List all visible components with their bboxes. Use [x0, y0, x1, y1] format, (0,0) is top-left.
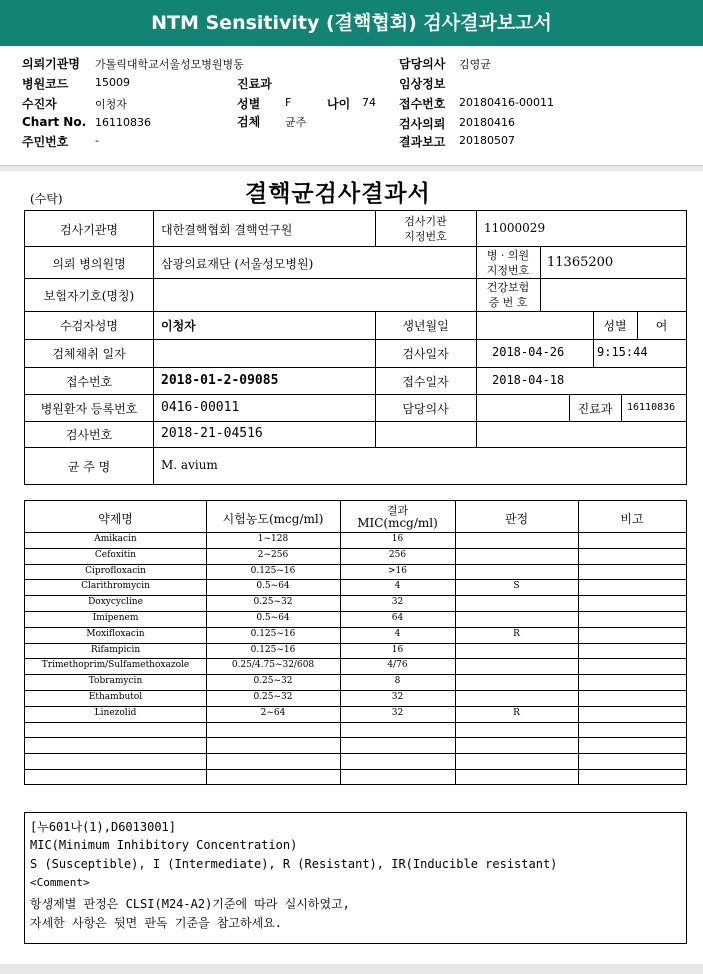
hospital-value: 삼광의료재단 (서울성모병원) [161, 257, 314, 271]
value-result-report: 20180507 [459, 134, 515, 147]
label-department: 진료과 [237, 77, 272, 91]
header-concentration: 시험농도(mcg/ml) [222, 512, 324, 526]
sex-value: 여 [655, 319, 668, 333]
test-time-value: 9:15:44 [597, 345, 648, 359]
bottom-divider [0, 964, 703, 974]
label-specimen: 검체 [237, 115, 261, 129]
receipt-date-label: 접수일자 [402, 375, 449, 389]
table-cell-drug-name: Linezolid [94, 707, 137, 718]
collect-date-label: 검체채취 일자 [52, 347, 126, 361]
table-cell-test-concentration: 0.25~32 [253, 676, 293, 687]
value-requesting-org: 가톨릭대학교서울성모병원병동 [95, 58, 244, 71]
label-receipt-no: 접수번호 [399, 97, 446, 111]
table-cell-drug-name: Trimethoprim/Sulfamethoxazole [41, 660, 190, 671]
table-cell-test-concentration: 0.5~64 [256, 581, 290, 592]
table-cell-test-concentration: 0.125~16 [250, 628, 296, 639]
strain-value: M. avium [161, 458, 218, 472]
table-cell-drug-name: Rifampicin [90, 644, 141, 655]
susceptibility-table [24, 500, 687, 785]
receipt-no-value: 2018-01-2-09085 [161, 373, 279, 388]
strain-label: 균 주 명 [67, 460, 111, 474]
health-no-label: 건강보험 [486, 281, 530, 294]
table-cell-drug-name: Imipenem [92, 613, 139, 623]
report-info-table [24, 210, 687, 485]
note-comment-heading: <Comment> [30, 876, 90, 889]
hosp-code-label: 병 · 의원 [486, 249, 530, 262]
test-date-value: 2018-04-26 [492, 345, 565, 359]
dept-value: 16110836 [627, 402, 676, 413]
table-cell-judgment: R [513, 628, 520, 639]
birth-label: 생년월일 [402, 319, 449, 333]
label-test-request: 검사의뢰 [399, 117, 446, 131]
table-cell-mic-result: 16 [391, 644, 404, 655]
receipt-no-label: 접수번호 [65, 375, 113, 389]
note-code: [누601나(1),D6013001] [30, 820, 177, 834]
lab-code-value: 11000029 [484, 221, 546, 235]
table-cell-mic-result: 4/76 [387, 660, 408, 671]
table-cell-judgment: R [513, 707, 520, 718]
hospital-label: 의뢰 병의원명 [52, 257, 126, 271]
hosp-code-value: 11365200 [547, 255, 614, 270]
table-cell-mic-result: 8 [394, 676, 401, 687]
table-cell-test-concentration: 0.25~32 [253, 692, 293, 702]
value-patient: 이청자 [95, 98, 127, 111]
exam-no-label: 검사번호 [65, 428, 113, 442]
table-cell-drug-name: Clarithromycin [81, 581, 150, 592]
lab-name-label: 검사기관명 [60, 223, 118, 237]
label-age: 나이 [327, 97, 351, 111]
health-no-label-2: 증 번 호 [488, 296, 528, 309]
value-resident-no: - [95, 134, 99, 147]
table-cell-test-concentration: 0.25~32 [253, 597, 293, 608]
label-hospital-code: 병원코드 [22, 77, 69, 91]
table-cell-mic-result: 256 [388, 549, 407, 560]
consignment-label: (수탁) [30, 192, 63, 206]
table-cell-mic-result: 16 [391, 534, 404, 544]
table-cell-drug-name: Moxifloxacin [86, 628, 145, 639]
value-specimen: 균주 [285, 116, 307, 129]
table-cell-drug-name: Doxycycline [88, 597, 143, 608]
value-hospital-code: 15009 [95, 76, 130, 89]
header-judgment: 판정 [504, 512, 529, 526]
table-cell-judgment: S [513, 581, 520, 592]
label-patient: 수진자 [22, 97, 57, 111]
label-chart-no: Chart No. [22, 115, 87, 129]
table-cell-test-concentration: 0.25/4.75~32/608 [231, 660, 315, 671]
table-cell-mic-result: 4 [394, 628, 401, 639]
table-cell-mic-result: 4 [394, 581, 401, 592]
header-remarks: 비고 [620, 512, 644, 526]
test-date-label: 검사일자 [402, 347, 449, 361]
label-clinical-info: 임상정보 [399, 77, 446, 91]
label-attending-doctor: 담당의사 [399, 57, 446, 71]
header-mic-result: 결과 [386, 504, 409, 517]
header-drug: 약제명 [98, 512, 133, 526]
table-cell-test-concentration: 2~64 [260, 707, 286, 718]
value-chart-no: 16110836 [95, 116, 151, 129]
table-cell-mic-result: >16 [388, 565, 407, 576]
value-receipt-no: 20180416-00011 [459, 96, 554, 109]
sex-label: 성별 [603, 319, 627, 333]
table-cell-drug-name: Amikacin [94, 534, 137, 544]
table-cell-drug-name: Cefoxitin [94, 549, 137, 560]
label-result-report: 결과보고 [399, 135, 446, 149]
table-cell-mic-result: 32 [391, 597, 404, 608]
lab-code-label: 검사기관 [404, 215, 447, 228]
label-sex: 성별 [237, 97, 261, 111]
patient-info-section [0, 46, 703, 165]
report-document-title: 결핵균검사결과서 [245, 180, 431, 207]
report-header-title: NTM Sensitivity (결핵협회) 검사결과보고서 [0, 0, 703, 46]
name-label: 수검자성명 [60, 319, 118, 333]
section-divider [0, 165, 703, 171]
note-comment-line-2: 자세한 사항은 뒷면 판독 기준을 참고하세요. [30, 916, 283, 930]
value-sex: F [285, 96, 292, 109]
table-cell-drug-name: Ethambutol [88, 692, 143, 702]
lab-name-value: 대한결핵협회 결핵연구원 [161, 223, 293, 237]
table-cell-test-concentration: 0.5~64 [256, 613, 290, 623]
table-cell-test-concentration: 0.125~16 [250, 565, 296, 576]
receipt-date-value: 2018-04-18 [492, 373, 565, 387]
table-cell-test-concentration: 2~256 [257, 549, 289, 560]
reg-no-value: 0416-00011 [161, 400, 240, 415]
value-test-request: 20180416 [459, 116, 515, 129]
label-resident-no: 주민번호 [22, 135, 69, 149]
name-value: 이청자 [161, 319, 196, 333]
reg-no-label: 병원환자 등록번호 [40, 402, 138, 416]
table-cell-test-concentration: 0.125~16 [250, 644, 296, 655]
table-cell-test-concentration: 1~128 [257, 534, 289, 544]
note-comment-line-1: 항생제별 판정은 CLSI(M24-A2)기준에 따라 실시하였고, [30, 897, 350, 911]
note-mic-definition: MIC(Minimum Inhibitory Concentration) [30, 838, 298, 852]
lab-code-label-2: 지정번호 [404, 230, 447, 243]
insurance-label: 보험자기호(명칭) [43, 289, 135, 303]
table-cell-drug-name: Ciprofloxacin [85, 565, 146, 576]
table-cell-drug-name: Tobramycin [88, 676, 143, 687]
header-mic-unit: MIC(mcg/ml) [357, 516, 438, 530]
note-legend: S (Susceptible), I (Intermediate), R (Resistant), IR(Inducible resistant) [30, 857, 558, 871]
value-attending-doctor: 김영균 [459, 58, 491, 71]
doctor-label: 담당의사 [402, 402, 449, 416]
table-cell-mic-result: 32 [391, 707, 404, 718]
exam-no-value: 2018-21-04516 [161, 426, 263, 441]
table-cell-mic-result: 64 [391, 613, 404, 623]
table-cell-mic-result: 32 [391, 692, 404, 702]
label-requesting-org: 의뢰기관명 [22, 57, 80, 71]
value-age: 74 [362, 96, 376, 109]
hosp-code-label-2: 지정번호 [486, 264, 530, 277]
dept-label: 진료과 [577, 402, 613, 416]
